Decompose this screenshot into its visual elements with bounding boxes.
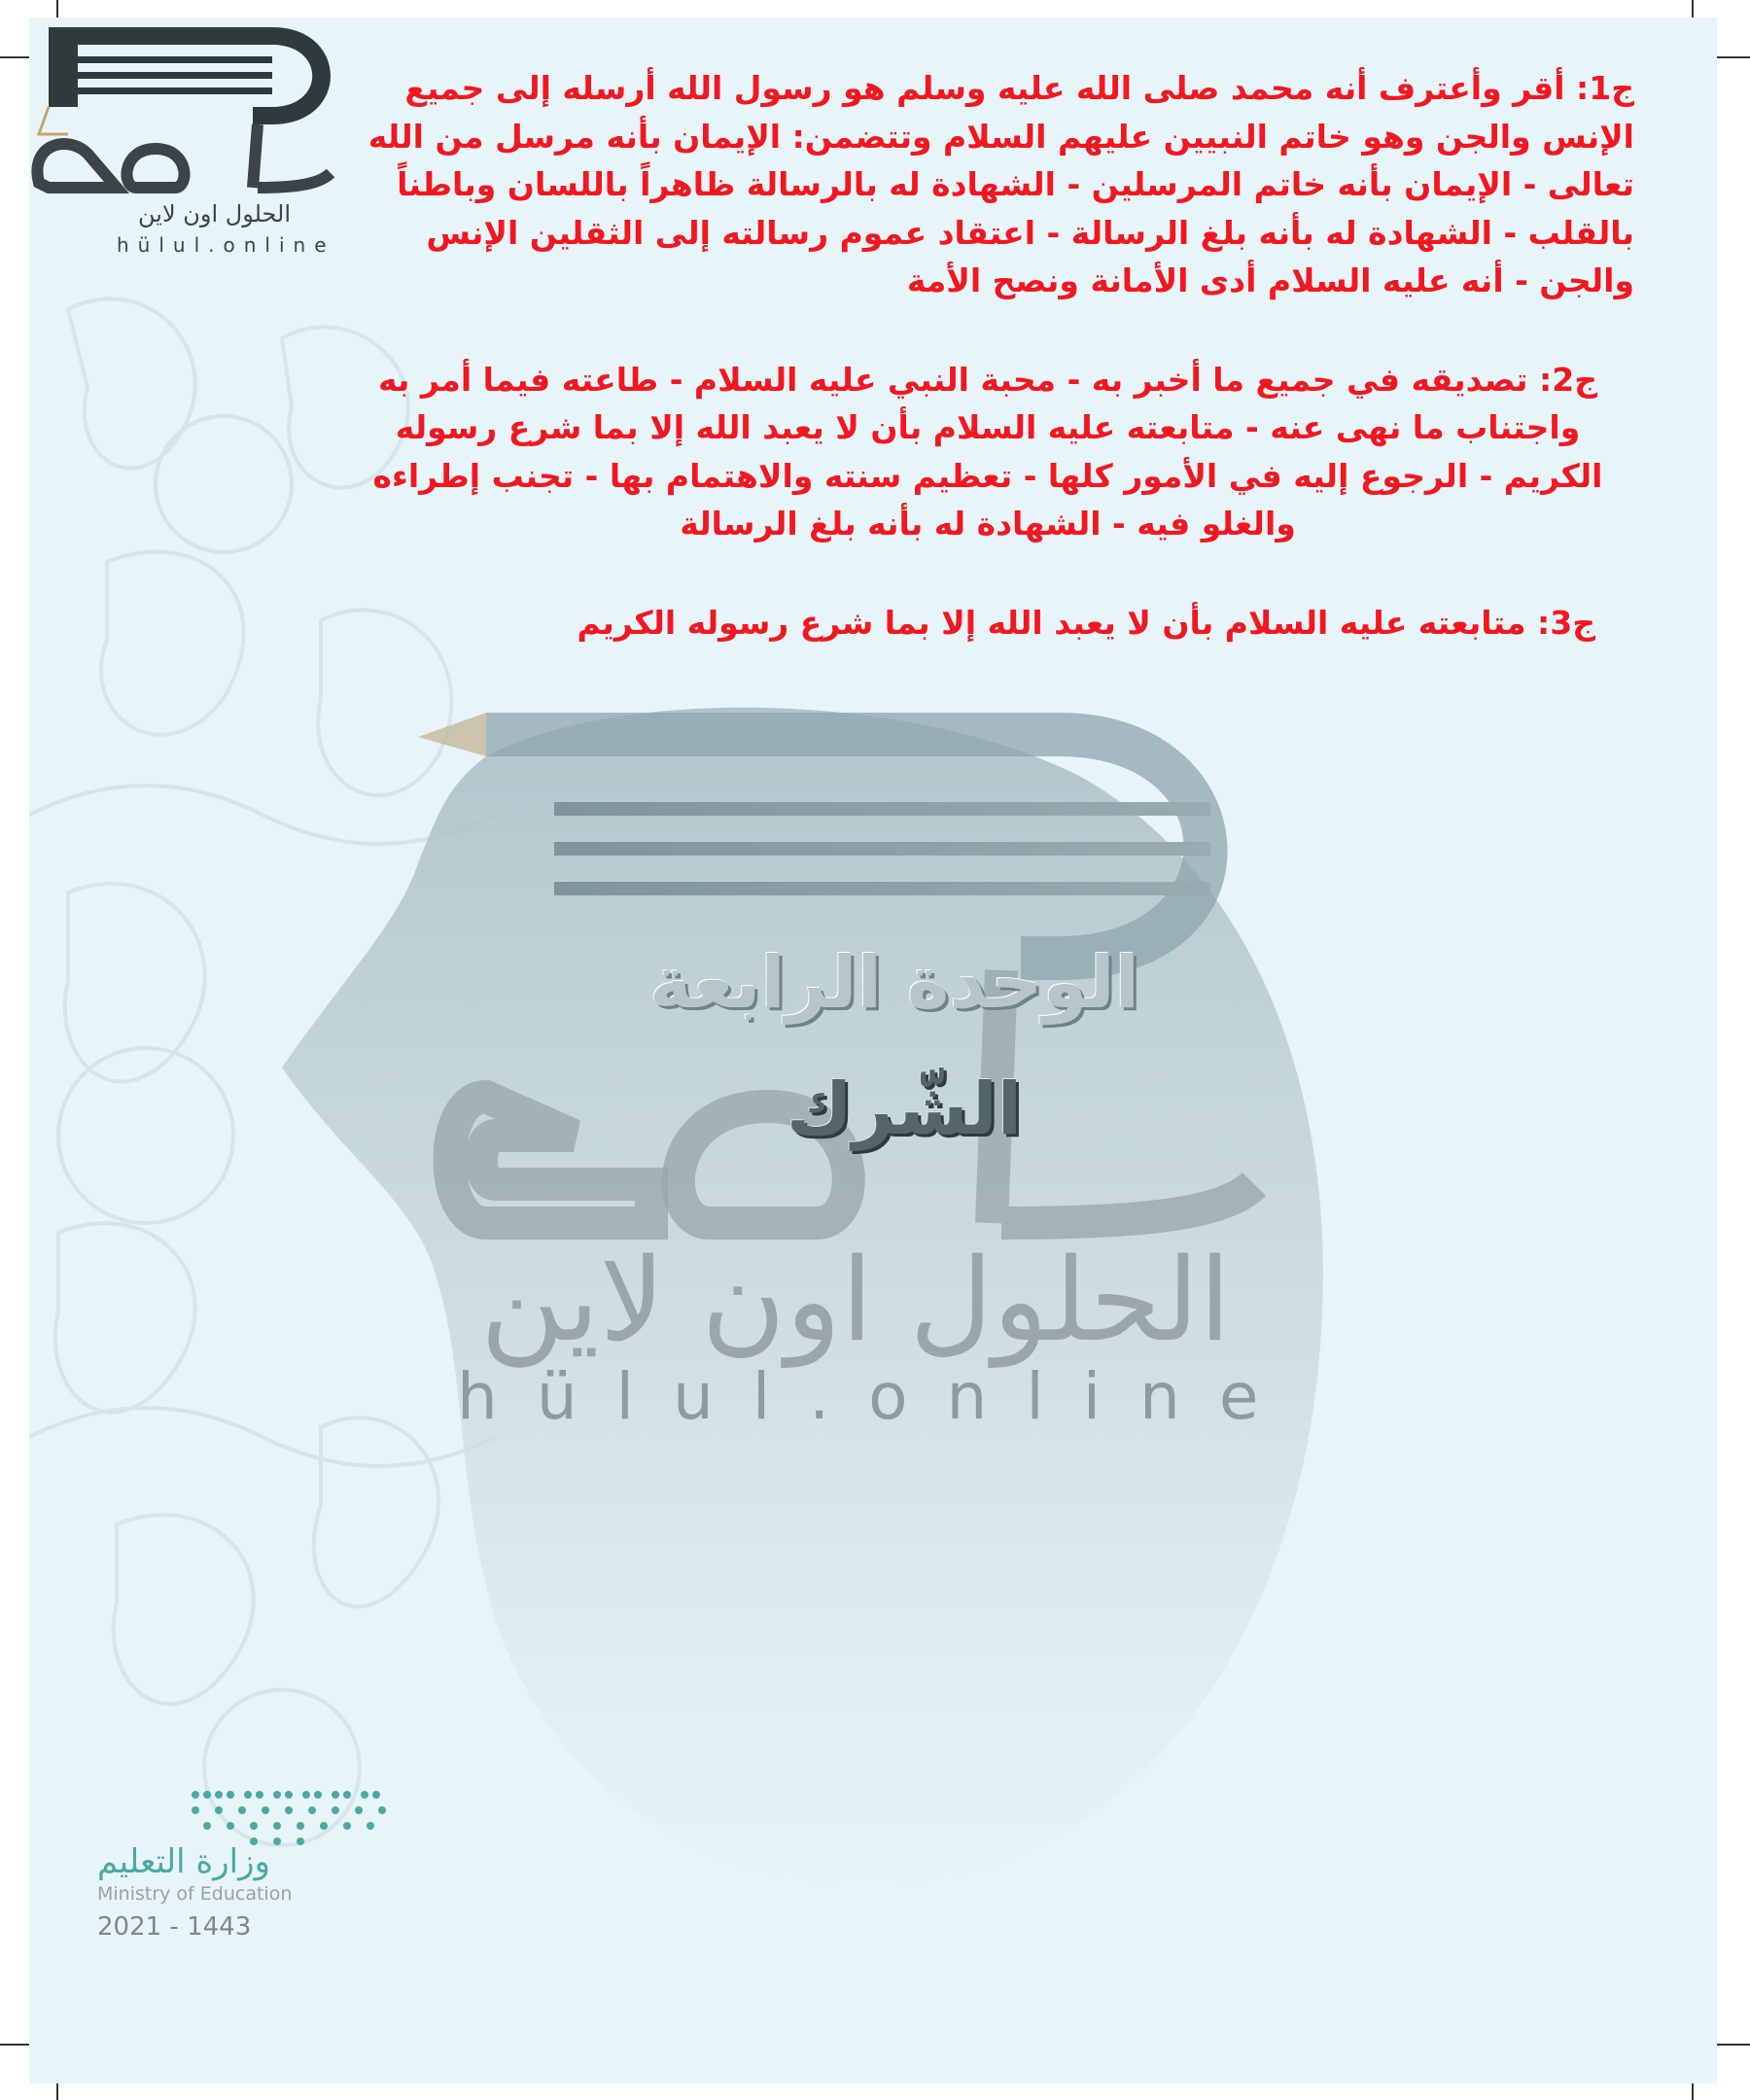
logo-line xyxy=(554,842,1210,856)
logo-arabic-text: الحلول اون لاين xyxy=(138,200,292,228)
crop-mark xyxy=(1713,2044,1750,2046)
unit-subtitle: الشّرك xyxy=(786,1068,1023,1151)
ministry-english-text: Ministry of Education xyxy=(97,1883,293,1905)
answer-1-text: ج1: أقر وأعترف أنه محمد صلى الله عليه وسلم هو رسول الله أرسله إلى جميع الإنس والجن وهو خاتم النبيين عليهم السلام وتتضمن: الإيمان بأنه مرسل من الله تعالى - الإيمان بأنه خاتم المرسلين - الشهادة له بالرسالة ظاهراً باللسان وباطناً بالقلب - الشهادة له بأنه بلغ الرسالة - اعتقاد عموم رسالته إلى الثقلين الإنس والجن - أنه عليه السلام أدى الأمانة ونصح الأمة xyxy=(368,69,1634,299)
unit-title: الوحدة الرابعة xyxy=(648,941,1140,1025)
ministry-year-text: 2021 - 1443 xyxy=(97,1912,252,1942)
watermark-arabic-text: الحلول اون لاين xyxy=(479,1233,1232,1367)
answer-2-text: ج2: تصديقه في جميع ما أخبر به - محبة النبي عليه السلام - طاعته فيما أمر به واجتناب ما نهى عنه - متابعته عليه السلام بأن لا يعبد الله إلا بما شرع رسوله الكريم - الرجوع إليه في الأمور كلها - تعظيم سنته والاهتمام بها - تجنب إطراءه والغلو فيه - الشهادة له بأنه بلغ الرسالة xyxy=(372,360,1603,542)
answers-section xyxy=(341,64,1634,697)
watermark-latin-text: hülul.online xyxy=(457,1359,1298,1434)
ministry-arabic-text: وزارة التعليم xyxy=(97,1842,270,1881)
answer-3-text: ج3: متابعته عليه السلام بأن لا يعبد الله إلا بما شرع رسوله الكريم xyxy=(577,603,1595,642)
crop-mark xyxy=(1713,56,1750,58)
logo-line xyxy=(554,882,1210,895)
brand-logo xyxy=(29,18,350,261)
logo-latin-text: hülul.online xyxy=(117,233,335,257)
page xyxy=(29,18,1717,2083)
pencil-tip-shape xyxy=(418,713,486,756)
logo-line xyxy=(554,802,1210,816)
